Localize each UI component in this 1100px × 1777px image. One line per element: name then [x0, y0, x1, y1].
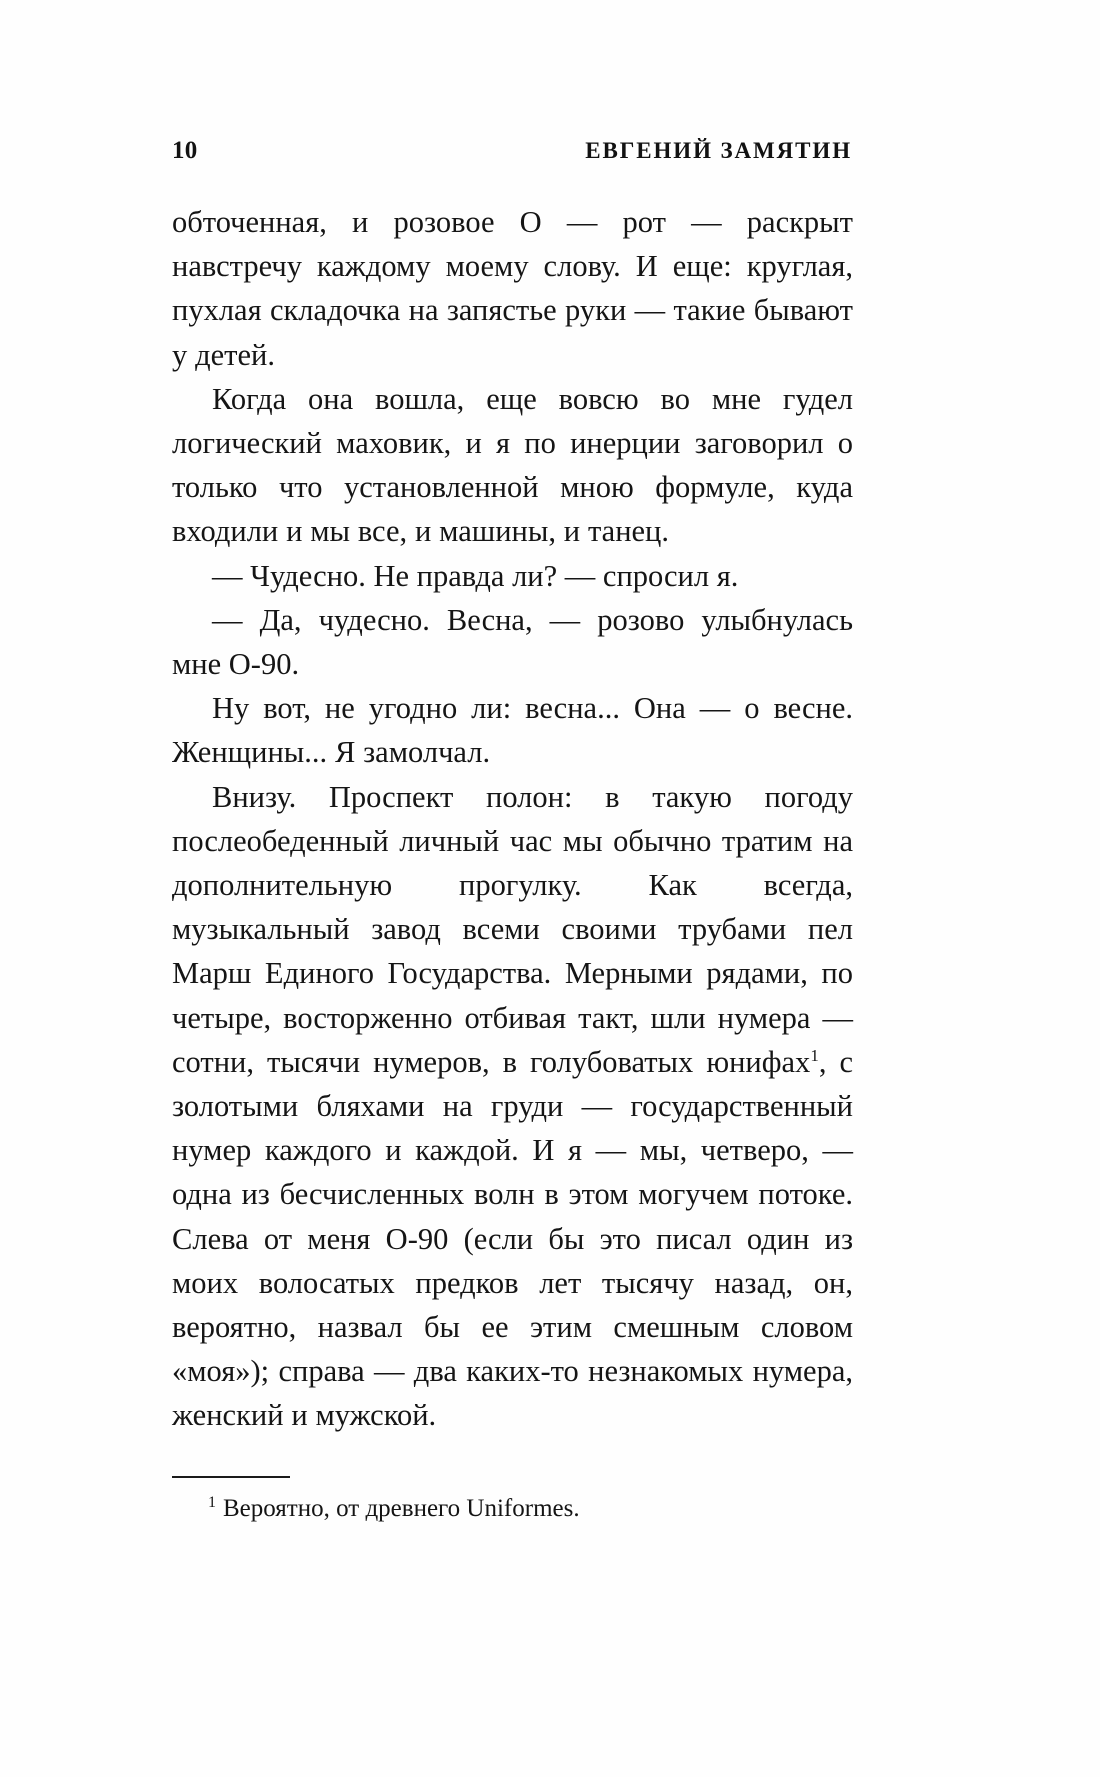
footnote-reference-marker[interactable]: 1 — [810, 1045, 819, 1065]
footnote-area — [172, 1476, 853, 1526]
dialogue-line-1: — Чудесно. Не правда ли? — спросил я. — [212, 558, 739, 593]
running-title: ЕВГЕНИЙ ЗАМЯТИН — [585, 138, 852, 163]
paragraph-1: обточенная, и розовое О — рот — раскрыт навстречу каждому моему слову. И еще: круглая, пухлая складочка на запястье руки — такие бывают у детей. — [172, 205, 853, 372]
footnote-entry — [172, 1492, 853, 1526]
paragraph-6 — [172, 775, 853, 1438]
paragraph-2: Когда она вошла, еще вовсю во мне гудел логический маховик, и я по инерции заговорил о только что установленной мною формуле, куда входили и мы все, и машины, и танец. — [172, 381, 853, 549]
paragraph-6-part-2: , с золотыми бляхами на груди — государственный нумер каждого и каждой. И я — мы, четверо, — одна из бесчисленных волн в этом могучем потоке. Слева от меня О-90 (если бы это писал один из моих волосатых предков лет тысячу назад, он, вероятно, назвал бы ее этим смешным словом «моя»); справа — два каких-то незнакомых нумера, женский и мужской. — [172, 1044, 853, 1433]
footnote-body-text: Вероятно, от древнего Uniformes. — [223, 1495, 580, 1522]
body-text-block — [172, 200, 853, 1438]
footnote-separator-rule — [172, 1476, 290, 1478]
footnote-marker: 1 — [208, 1493, 216, 1511]
dialogue-line-2: — Да, чудесно. Весна, — розово улыбнулась мне О-90. — [172, 602, 853, 682]
paragraph-5: Ну вот, не угодно ли: весна... Она — о весне. Женщины... Я замолчал. — [172, 691, 853, 770]
page-number: 10 — [172, 137, 198, 164]
paragraph-6-part-1: Внизу. Проспект полон: в такую погоду послеобеденный личный час мы обычно тратим на дополнительную прогулку. Как всегда, музыкальный завод всеми своими трубами пел Марш Единого Государства. Мерными рядами, по четыре, восторженно отбивая такт, шли нумера — сотни, тысячи нумеров, в голубоватых юнифах — [172, 779, 853, 1079]
running-head — [172, 138, 852, 163]
